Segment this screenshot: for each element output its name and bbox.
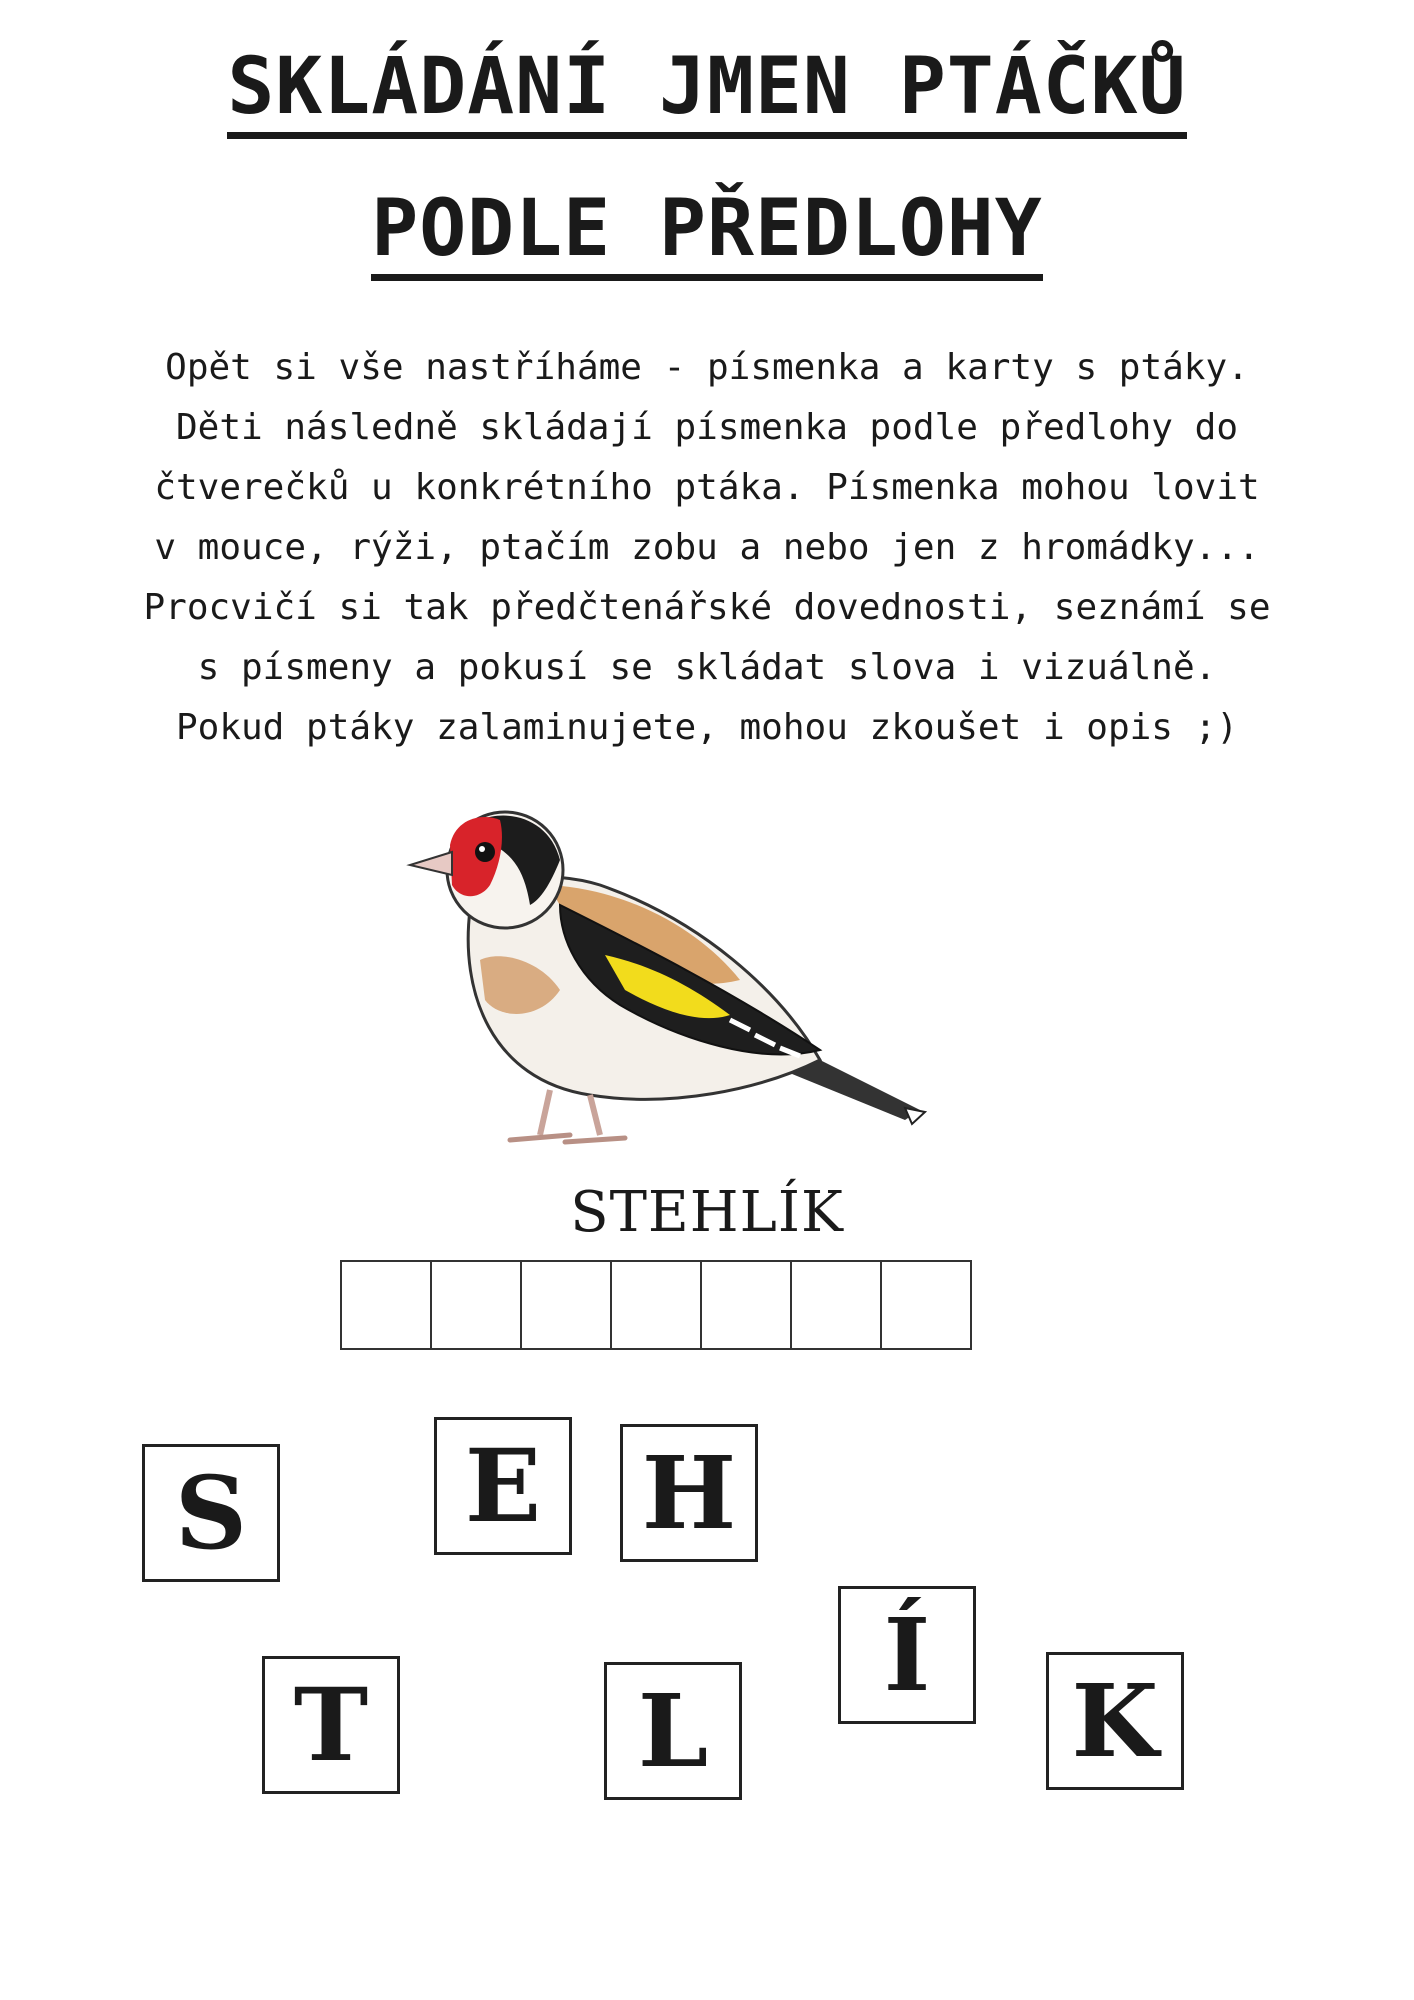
letter-slot[interactable] <box>520 1260 612 1350</box>
letter-slot[interactable] <box>430 1260 522 1350</box>
letter-card-h[interactable]: H <box>620 1424 758 1562</box>
intro-line: s písmeny a pokusí se skládat slova i vizuálně. <box>197 647 1217 688</box>
letter-slots <box>340 1260 970 1350</box>
letter-card-i-acute[interactable]: Í <box>838 1586 976 1724</box>
intro-line: Pokud ptáky zalaminujete, mohou zkoušet i opis ;) <box>175 707 1239 748</box>
page-title-line-1: SKLÁDÁNÍ JMEN PTÁČKŮ <box>0 48 1414 139</box>
letter-slot[interactable] <box>790 1260 882 1350</box>
goldfinch-illustration <box>400 790 960 1170</box>
letter-card-s[interactable]: S <box>142 1444 280 1582</box>
letter-card-t[interactable]: T <box>262 1656 400 1794</box>
intro-line: Procvičí si tak předčtenářské dovednosti, seznámí se <box>143 587 1271 628</box>
intro-line: Děti následně skládají písmenka podle předlohy do <box>175 407 1239 448</box>
letter-card-e[interactable]: E <box>434 1417 572 1555</box>
intro-line: čtverečků u konkrétního ptáka. Písmenka mohou lovit <box>154 467 1260 508</box>
letter-card-k[interactable]: K <box>1046 1652 1184 1790</box>
intro-line: Opět si vše nastříháme - písmenka a karty s ptáky. <box>165 347 1249 388</box>
letter-slot[interactable] <box>610 1260 702 1350</box>
page-title-line-2: PODLE PŘEDLOHY <box>0 190 1414 281</box>
letter-slot[interactable] <box>880 1260 972 1350</box>
intro-line: v mouce, rýži, ptačím zobu a nebo jen z hromádky... <box>154 527 1260 568</box>
intro-text <box>90 338 1324 758</box>
bird-name: STEHLÍK <box>570 1180 844 1245</box>
letter-slot[interactable] <box>700 1260 792 1350</box>
letter-card-l[interactable]: L <box>604 1662 742 1800</box>
letter-slot[interactable] <box>340 1260 432 1350</box>
